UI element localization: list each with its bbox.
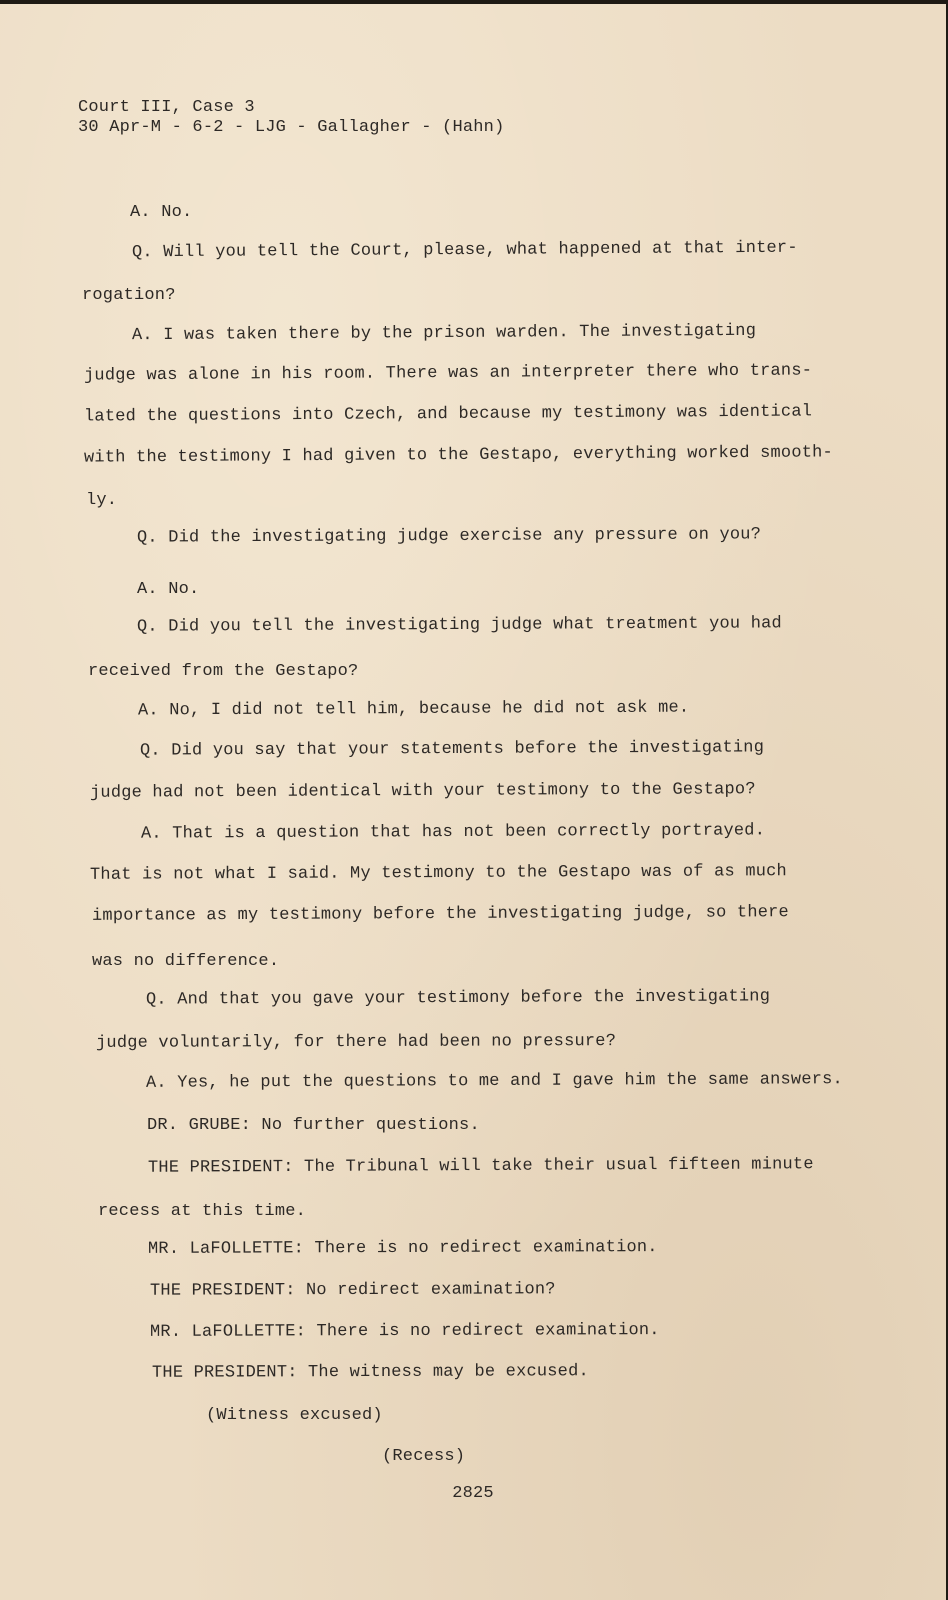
transcript-line: (Recess) bbox=[382, 1447, 466, 1466]
transcript-line: rogation? bbox=[82, 286, 176, 305]
transcript-line: A. Yes, he put the questions to me and I gave him the same answers. bbox=[145, 1070, 843, 1093]
header-session-info: 30 Apr-M - 6-2 - LJG - Gallagher - (Hahn) bbox=[78, 118, 505, 137]
transcript-line: received from the Gestapo? bbox=[88, 662, 359, 681]
transcript-line: A. I was taken there by the prison warden. The investigating bbox=[131, 321, 757, 346]
transcript-line: THE PRESIDENT: The Tribunal will take their usual fifteen minute bbox=[147, 1155, 814, 1178]
transcript-line: THE PRESIDENT: The witness may be excused. bbox=[151, 1362, 589, 1383]
transcript-line: A. No. bbox=[137, 580, 200, 599]
header-court-case: Court III, Case 3 bbox=[78, 98, 255, 117]
transcript-line: MR. LaFOLLETTE: There is no redirect examination. bbox=[147, 1238, 658, 1259]
transcript-line: MR. LaFOLLETTE: There is no redirect examination. bbox=[149, 1321, 660, 1342]
transcript-line: judge had not been identical with your testimony to the Gestapo? bbox=[89, 780, 756, 803]
transcript-line: A. No, I did not tell him, because he did not ask me. bbox=[137, 698, 690, 721]
transcript-line: with the testimony I had given to the Gestapo, everything worked smooth- bbox=[83, 443, 833, 468]
transcript-line: Q. And that you gave your testimony before the investigating bbox=[145, 987, 771, 1010]
transcript-line: A. No. bbox=[130, 203, 193, 222]
transcript-line: A. That is a question that has not been correctly portrayed. bbox=[140, 821, 766, 844]
transcript-line: Q. Did you tell the investigating judge what treatment you had bbox=[136, 614, 782, 637]
page-number: 2825 bbox=[452, 1484, 494, 1503]
transcript-line: judge voluntarily, for there had been no pressure? bbox=[95, 1032, 617, 1053]
transcript-line: Q. Did the investigating judge exercise any pressure on you? bbox=[136, 525, 762, 548]
transcript-line: THE PRESIDENT: No redirect examination? bbox=[149, 1280, 556, 1301]
transcript-line: was no difference. bbox=[92, 952, 280, 971]
document-page bbox=[0, 4, 946, 1600]
transcript-line: judge was alone in his room. There was an interpreter there who trans- bbox=[83, 361, 813, 386]
transcript-line: DR. GRUBE: No further questions. bbox=[147, 1116, 480, 1135]
transcript-line: Q. Did you say that your statements before the investigating bbox=[139, 738, 765, 761]
transcript-line: (Witness excused) bbox=[206, 1406, 383, 1425]
transcript-line: recess at this time. bbox=[98, 1202, 307, 1221]
transcript-line: importance as my testimony before the investigating judge, so there bbox=[91, 903, 789, 926]
transcript-line: That is not what I said. My testimony to the Gestapo was of as much bbox=[89, 862, 787, 885]
transcript-line: Q. Will you tell the Court, please, what happened at that inter- bbox=[131, 238, 798, 263]
transcript-line: ly. bbox=[86, 491, 118, 510]
transcript-line: lated the questions into Czech, and because my testimony was identical bbox=[83, 402, 813, 427]
